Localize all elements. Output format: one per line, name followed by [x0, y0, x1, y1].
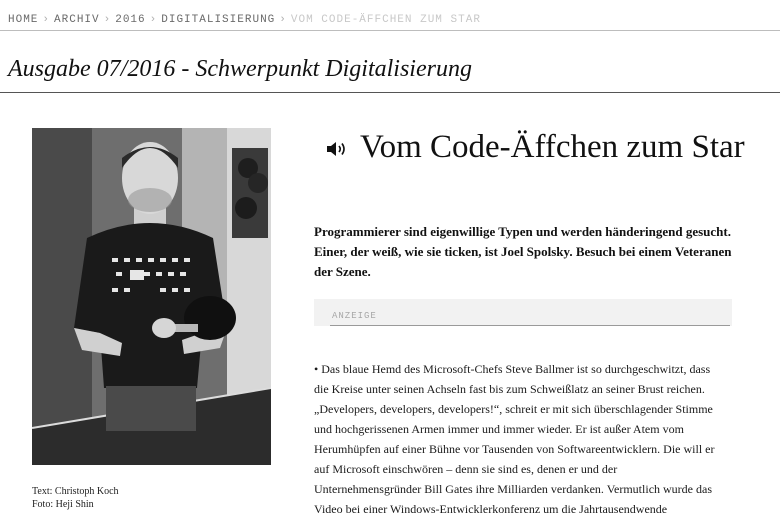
breadcrumb-separator: ›	[42, 14, 51, 26]
article-title: Vom Code-Äffchen zum Star	[360, 129, 745, 165]
advertisement-slot[interactable]	[314, 299, 732, 326]
breadcrumb-archiv-link[interactable]: ARCHIV	[54, 14, 100, 26]
breadcrumb-home-link[interactable]: HOME	[8, 14, 39, 26]
top-divider	[0, 30, 780, 31]
photo-portrait-ping-pong-icon	[32, 128, 271, 465]
breadcrumb-current-page: VOM CODE-ÄFFCHEN ZUM STAR	[290, 14, 481, 26]
issue-title[interactable]: Ausgabe 07/2016 - Schwerpunkt Digitalisierung	[8, 56, 472, 82]
body-line: Herumhüpfen auf einer Bühne vor Tausenden von Softwareentwicklern. Die will er	[314, 442, 715, 456]
ad-label: ANZEIGE	[332, 311, 377, 321]
article-lead: Programmierer sind eigenwillige Typen und werden händeringend gesucht. Einer, der weiß, wie sie ticken, ist Joel Spolsky. Besuch bei einem Veteranen der Szene.	[314, 224, 732, 279]
body-line: Unternehmensgründer Bill Gates ihre Milliarden verdanken. Vermutlich wurde das	[314, 482, 712, 496]
body-line: und hochgerissenen Armen immer und immer wieder. Er ist außer Atem vom	[314, 422, 684, 436]
body-line: die Kreise unter seinen Achseln fast bis zum Schweißlatz an seiner Brust reichen.	[314, 382, 705, 396]
breadcrumb	[8, 14, 481, 26]
credit-text-author: Text: Christoph Koch	[32, 486, 119, 497]
credit-photographer: Foto: Heji Shin	[32, 499, 94, 510]
breadcrumb-separator: ›	[103, 14, 112, 26]
article-body	[314, 359, 738, 519]
breadcrumb-category-link[interactable]: DIGITALISIERUNG	[161, 14, 276, 26]
body-line: Video bei einer Windows-Entwicklerkonferenz um die Jahrtausendwende	[314, 502, 668, 516]
breadcrumb-separator: ›	[149, 14, 158, 26]
body-line: • Das blaue Hemd des Microsoft-Chefs Steve Ballmer ist so durchgeschwitzt, dass	[314, 362, 711, 376]
body-line: „Developers, developers, developers!“, schreit er mit sich überschlagender Stimme	[314, 402, 713, 416]
title-divider	[0, 92, 780, 93]
breadcrumb-separator: ›	[279, 14, 287, 26]
breadcrumb-year-link[interactable]: 2016	[115, 14, 146, 26]
speaker-icon[interactable]	[326, 140, 348, 158]
body-line: auf Microsoft einschwören – denn sie sind es, denen er und der	[314, 462, 618, 476]
article-photo	[32, 128, 271, 465]
photo-credits	[32, 485, 119, 511]
ad-divider	[330, 325, 730, 326]
